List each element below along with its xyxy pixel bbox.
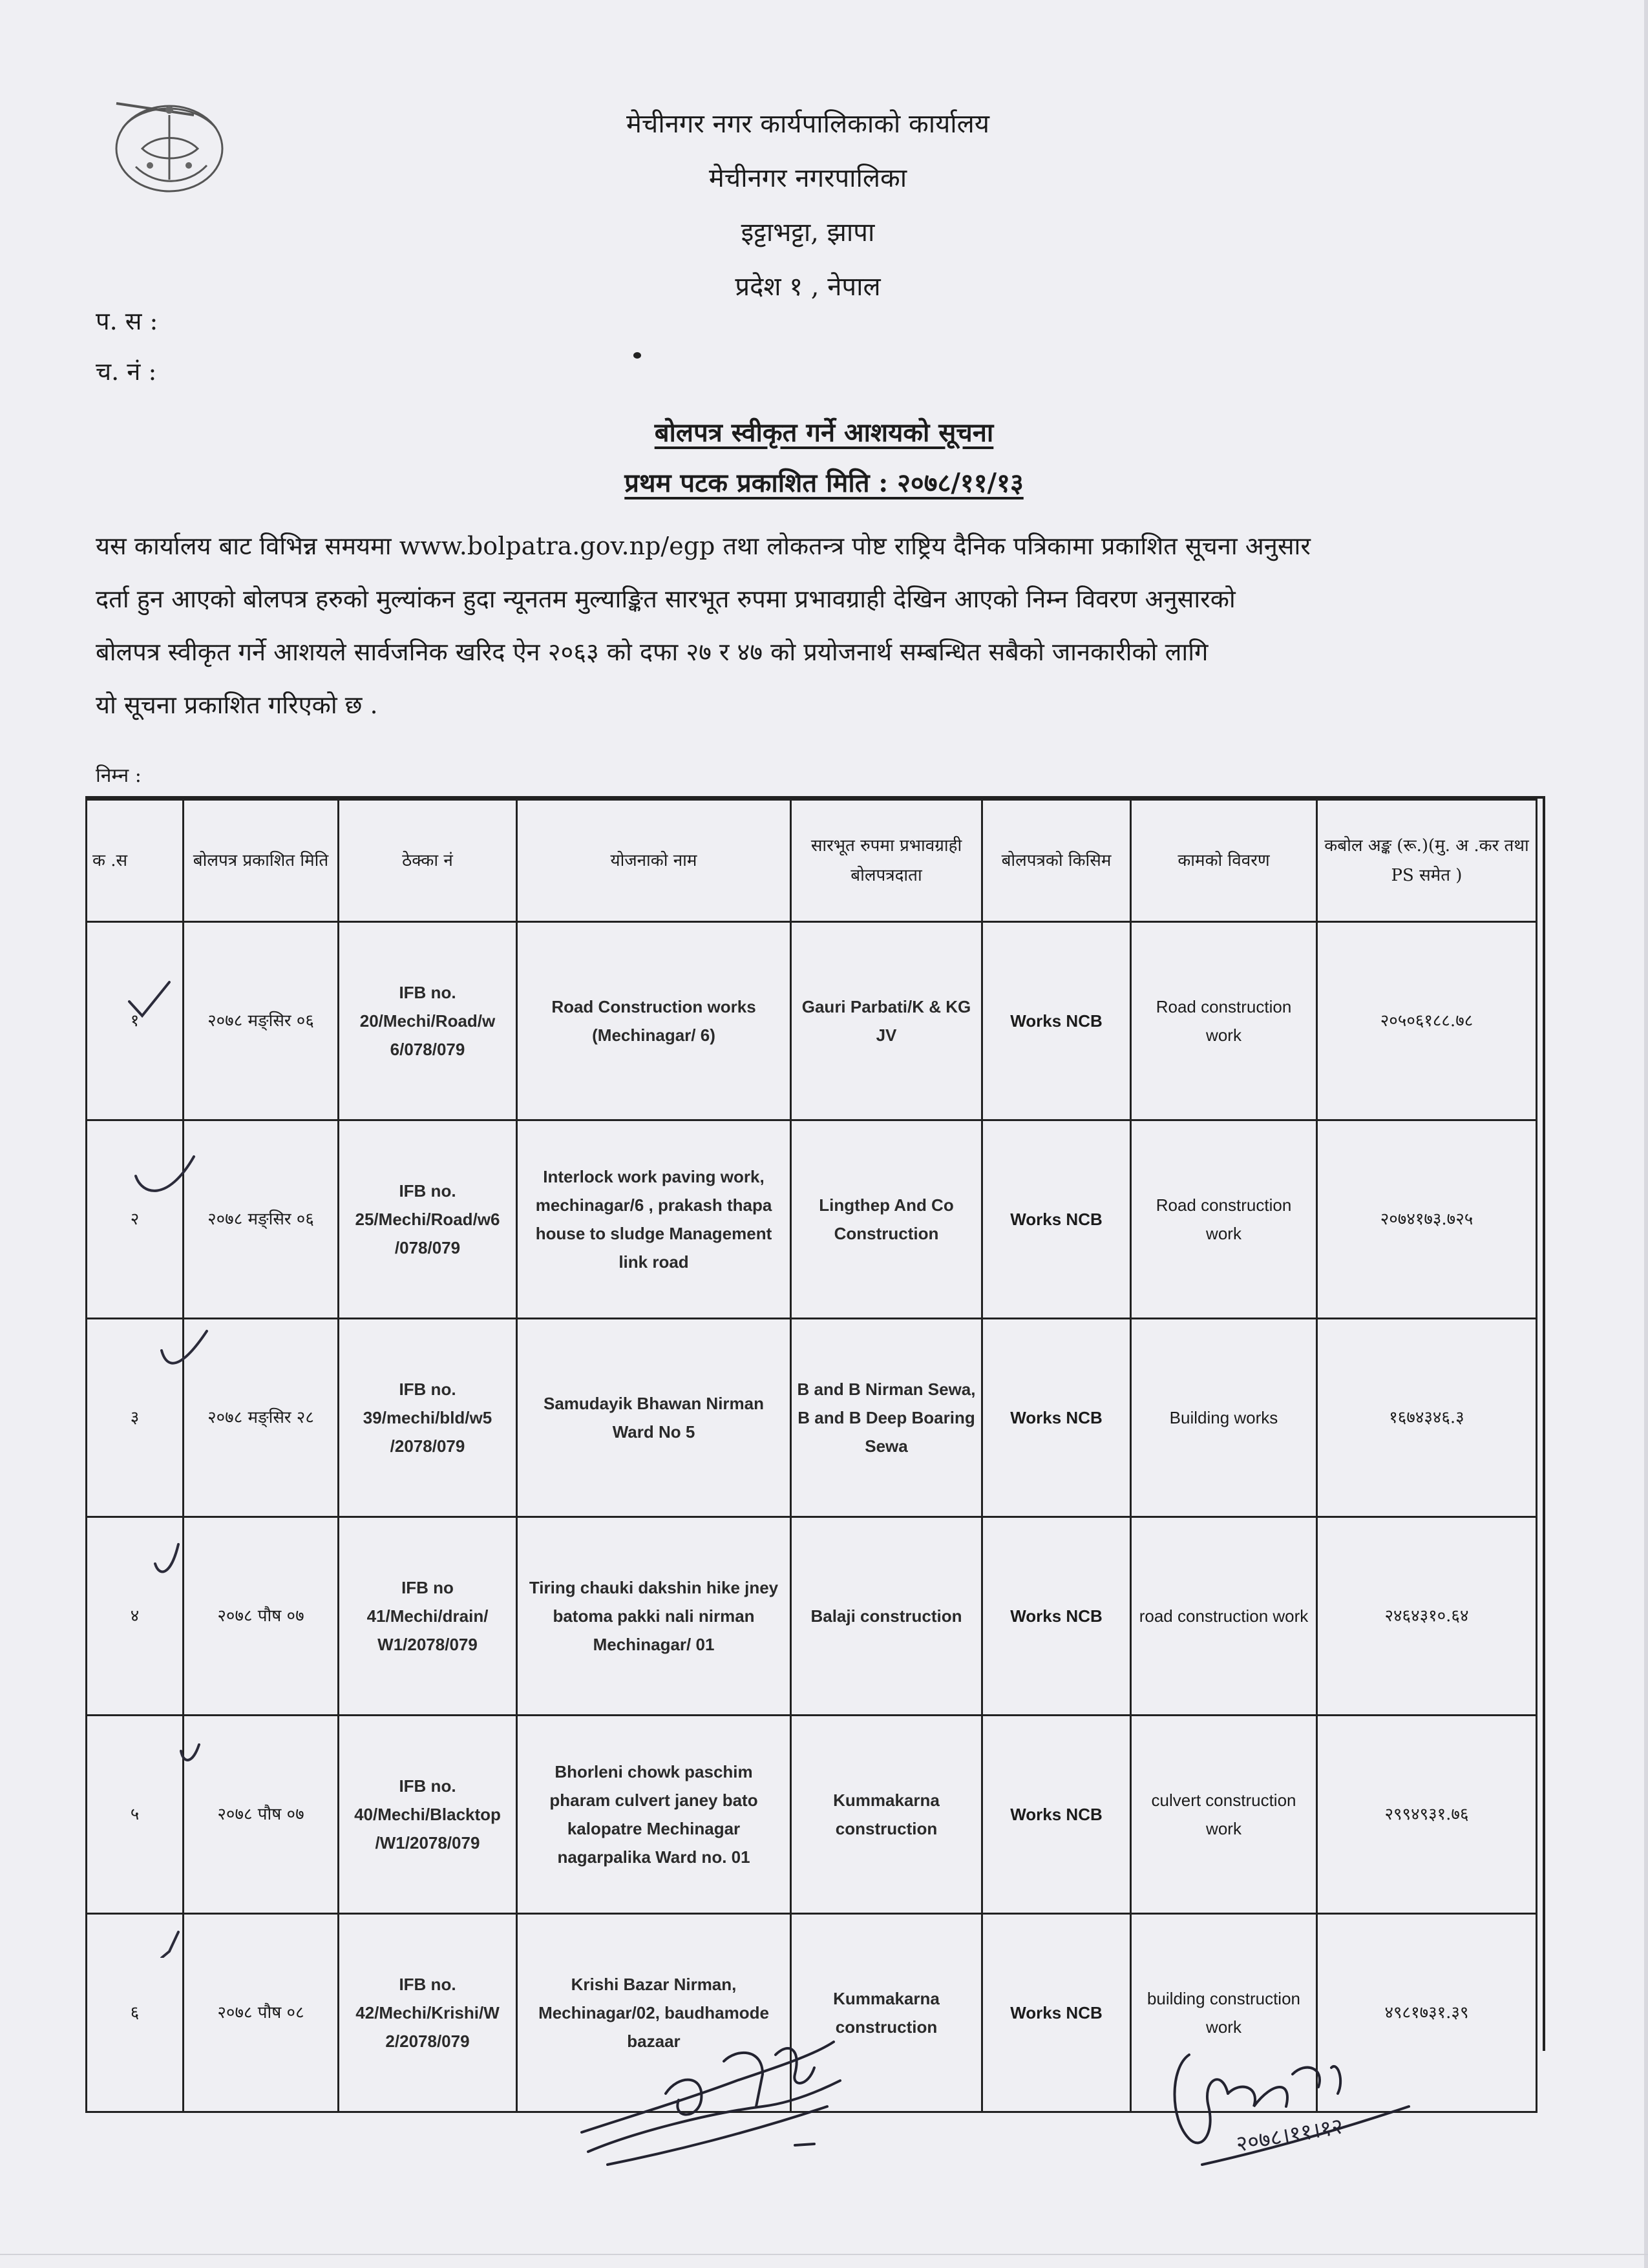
notice-body	[96, 520, 1517, 731]
cell-bidder: Lingthep And Co Construction	[791, 1120, 982, 1319]
cell-type: Works NCB	[982, 1914, 1131, 2112]
table-row	[87, 1120, 1537, 1319]
municipality-name: मेचीनगर नगरपालिका	[708, 163, 907, 193]
table-row	[87, 1319, 1537, 1517]
cell-ifb: IFB no. 20/Mechi/Road/w 6/078/079	[339, 922, 517, 1120]
bid-table	[85, 799, 1537, 2113]
cell-date: २०७८ मङ्सिर २८	[184, 1319, 339, 1517]
ink-dot	[633, 352, 641, 359]
notice-body-line: यो सूचना प्रकाशित गरिएको छ .	[96, 691, 378, 719]
notice-body-line: बोलपत्र स्वीकृत गर्ने आशयले सार्वजनिक खरिद ऐन २०६३ को दफा २७ र ४७ को प्रयोजनार्थ सम्बन्धित सबैको जानकारीको लागि	[96, 638, 1209, 666]
cell-sn: ३	[87, 1319, 184, 1517]
cell-date: २०७८ पौष ०८	[184, 1914, 339, 2112]
cell-amount: ४९८१७३१.३९	[1317, 1914, 1537, 2112]
cell-project: Samudayik Bhawan Nirman Ward No 5	[517, 1319, 791, 1517]
letter-number-label: प. स :	[96, 307, 158, 335]
cell-project: Bhorleni chowk paschim pharam culvert janey bato kalopatre Mechinagar nagarpalika Ward no. 01	[517, 1716, 791, 1914]
header-sn: क .स	[87, 800, 184, 922]
table-label: निम्न :	[96, 764, 142, 787]
signature-right	[1163, 2042, 1435, 2171]
cell-sn: ६	[87, 1914, 184, 2112]
cell-work: Road construction work	[1131, 922, 1317, 1120]
handwritten-tick-marks	[116, 924, 226, 1958]
cell-sn: २	[87, 1120, 184, 1319]
cell-sn: ४	[87, 1517, 184, 1716]
cell-amount: २०७४१७३.७२५	[1317, 1120, 1537, 1319]
cell-date: २०७८ मङ्सिर ०६	[184, 922, 339, 1120]
cell-sn: १	[87, 922, 184, 1120]
notice-body-line: यस कार्यालय बाट विभिन्न समयमा www.bolpatra.gov.np/egp तथा लोकतन्त्र पोष्ट राष्ट्रिय दैनिक पत्रिकामा प्रकाशित सूचना अनुसार	[96, 532, 1311, 560]
cell-project: Road Construction works (Mechinagar/ 6)	[517, 922, 791, 1120]
cell-work: Building works	[1131, 1319, 1317, 1517]
cell-project: Krishi Bazar Nirman, Mechinagar/02, baudhamode bazaar	[517, 1914, 791, 2112]
cell-project: Tiring chauki dakshin hike jney batoma pakki nali nirman Mechinagar/ 01	[517, 1517, 791, 1716]
province-country: प्रदेश १ , नेपाल	[735, 272, 881, 302]
header-date: बोलपत्र प्रकाशित मिति	[184, 800, 339, 922]
cell-work: building construction work	[1131, 1914, 1317, 2112]
cell-ifb: IFB no 41/Mechi/drain/ W1/2078/079	[339, 1517, 517, 1716]
cell-amount: २९९४९३१.७६	[1317, 1716, 1537, 1914]
cell-date: २०७८ पौष ०७	[184, 1716, 339, 1914]
header-type: बोलपत्रको किसिम	[982, 800, 1131, 922]
cell-sn: ५	[87, 1716, 184, 1914]
office-location: इट्टाभट्टा, झापा	[741, 218, 875, 247]
cell-ifb: IFB no. 25/Mechi/Road/w6 /078/079	[339, 1120, 517, 1319]
cell-ifb: IFB no. 42/Mechi/Krishi/W 2/2078/079	[339, 1914, 517, 2112]
cell-ifb: IFB no. 40/Mechi/Blacktop /W1/2078/079	[339, 1716, 517, 1914]
table-row	[87, 922, 1537, 1120]
notice-title: बोलपत्र स्वीकृत गर्ने आशयको सूचना	[654, 417, 994, 448]
cell-type: Works NCB	[982, 922, 1131, 1120]
scan-crease	[0, 2254, 1648, 2255]
header-bidder: सारभूत रुपमा प्रभावग्राही बोलपत्रदाता	[791, 800, 982, 922]
table-row	[87, 1517, 1537, 1716]
cell-type: Works NCB	[982, 1319, 1131, 1517]
cell-bidder: Kummakarna construction	[791, 1716, 982, 1914]
cell-bidder: Balaji construction	[791, 1517, 982, 1716]
cell-bidder: B and B Nirman Sewa, B and B Deep Boaring Sewa	[791, 1319, 982, 1517]
cell-bidder: Kummakarna construction	[791, 1914, 982, 2112]
header-ifb: ठेक्का नं	[339, 800, 517, 922]
cell-project: Interlock work paving work, mechinagar/6 , prakash thapa house to sludge Management link road	[517, 1120, 791, 1319]
cell-work: road construction work	[1131, 1517, 1317, 1716]
cell-type: Works NCB	[982, 1120, 1131, 1319]
office-name: मेचीनगर नगर कार्यपालिकाको कार्यालय	[626, 109, 989, 139]
cell-date: २०७८ मङ्सिर ०६	[184, 1120, 339, 1319]
cell-bidder: Gauri Parbati/K & KG JV	[791, 922, 982, 1120]
cell-type: Works NCB	[982, 1517, 1131, 1716]
signature-date: २०७८।११।१२	[1234, 2113, 1346, 2158]
cell-amount: १६७४३४६.३	[1317, 1319, 1537, 1517]
cell-type: Works NCB	[982, 1716, 1131, 1914]
table-row	[87, 1716, 1537, 1914]
cell-ifb: IFB no. 39/mechi/bld/w5 /2078/079	[339, 1319, 517, 1517]
cell-amount: २४६४३१०.६४	[1317, 1517, 1537, 1716]
nepal-emblem-seal	[97, 89, 239, 199]
cell-amount: २०५०६१८८.७८	[1317, 922, 1537, 1120]
office-header	[452, 97, 1163, 314]
cell-work: culvert construction work	[1131, 1716, 1317, 1914]
header-project: योजनाको नाम	[517, 800, 791, 922]
header-work: कामको विवरण	[1131, 800, 1317, 922]
signature-left	[569, 2035, 853, 2171]
page-edge	[1644, 0, 1648, 2268]
cell-work: Road construction work	[1131, 1120, 1317, 1319]
cell-date: २०७८ पौष ०७	[184, 1517, 339, 1716]
table-header-row	[87, 800, 1537, 922]
header-amount: कबोल अङ्क (रू.)(मु. अ .कर तथा PS समेत )	[1317, 800, 1537, 922]
dispatch-number-label: च. नं :	[96, 357, 157, 386]
publish-date-line: प्रथम पटक प्रकाशित मिति : २०७८/११/१३	[624, 468, 1024, 498]
notice-body-line: दर्ता हुन आएको बोलपत्र हरुको मुल्यांकन हुदा न्यूनतम मुल्याङ्कित सारभूत रुपमा प्रभावग्राही देखिन आएको निम्न विवरण अनुसारको	[96, 585, 1236, 613]
